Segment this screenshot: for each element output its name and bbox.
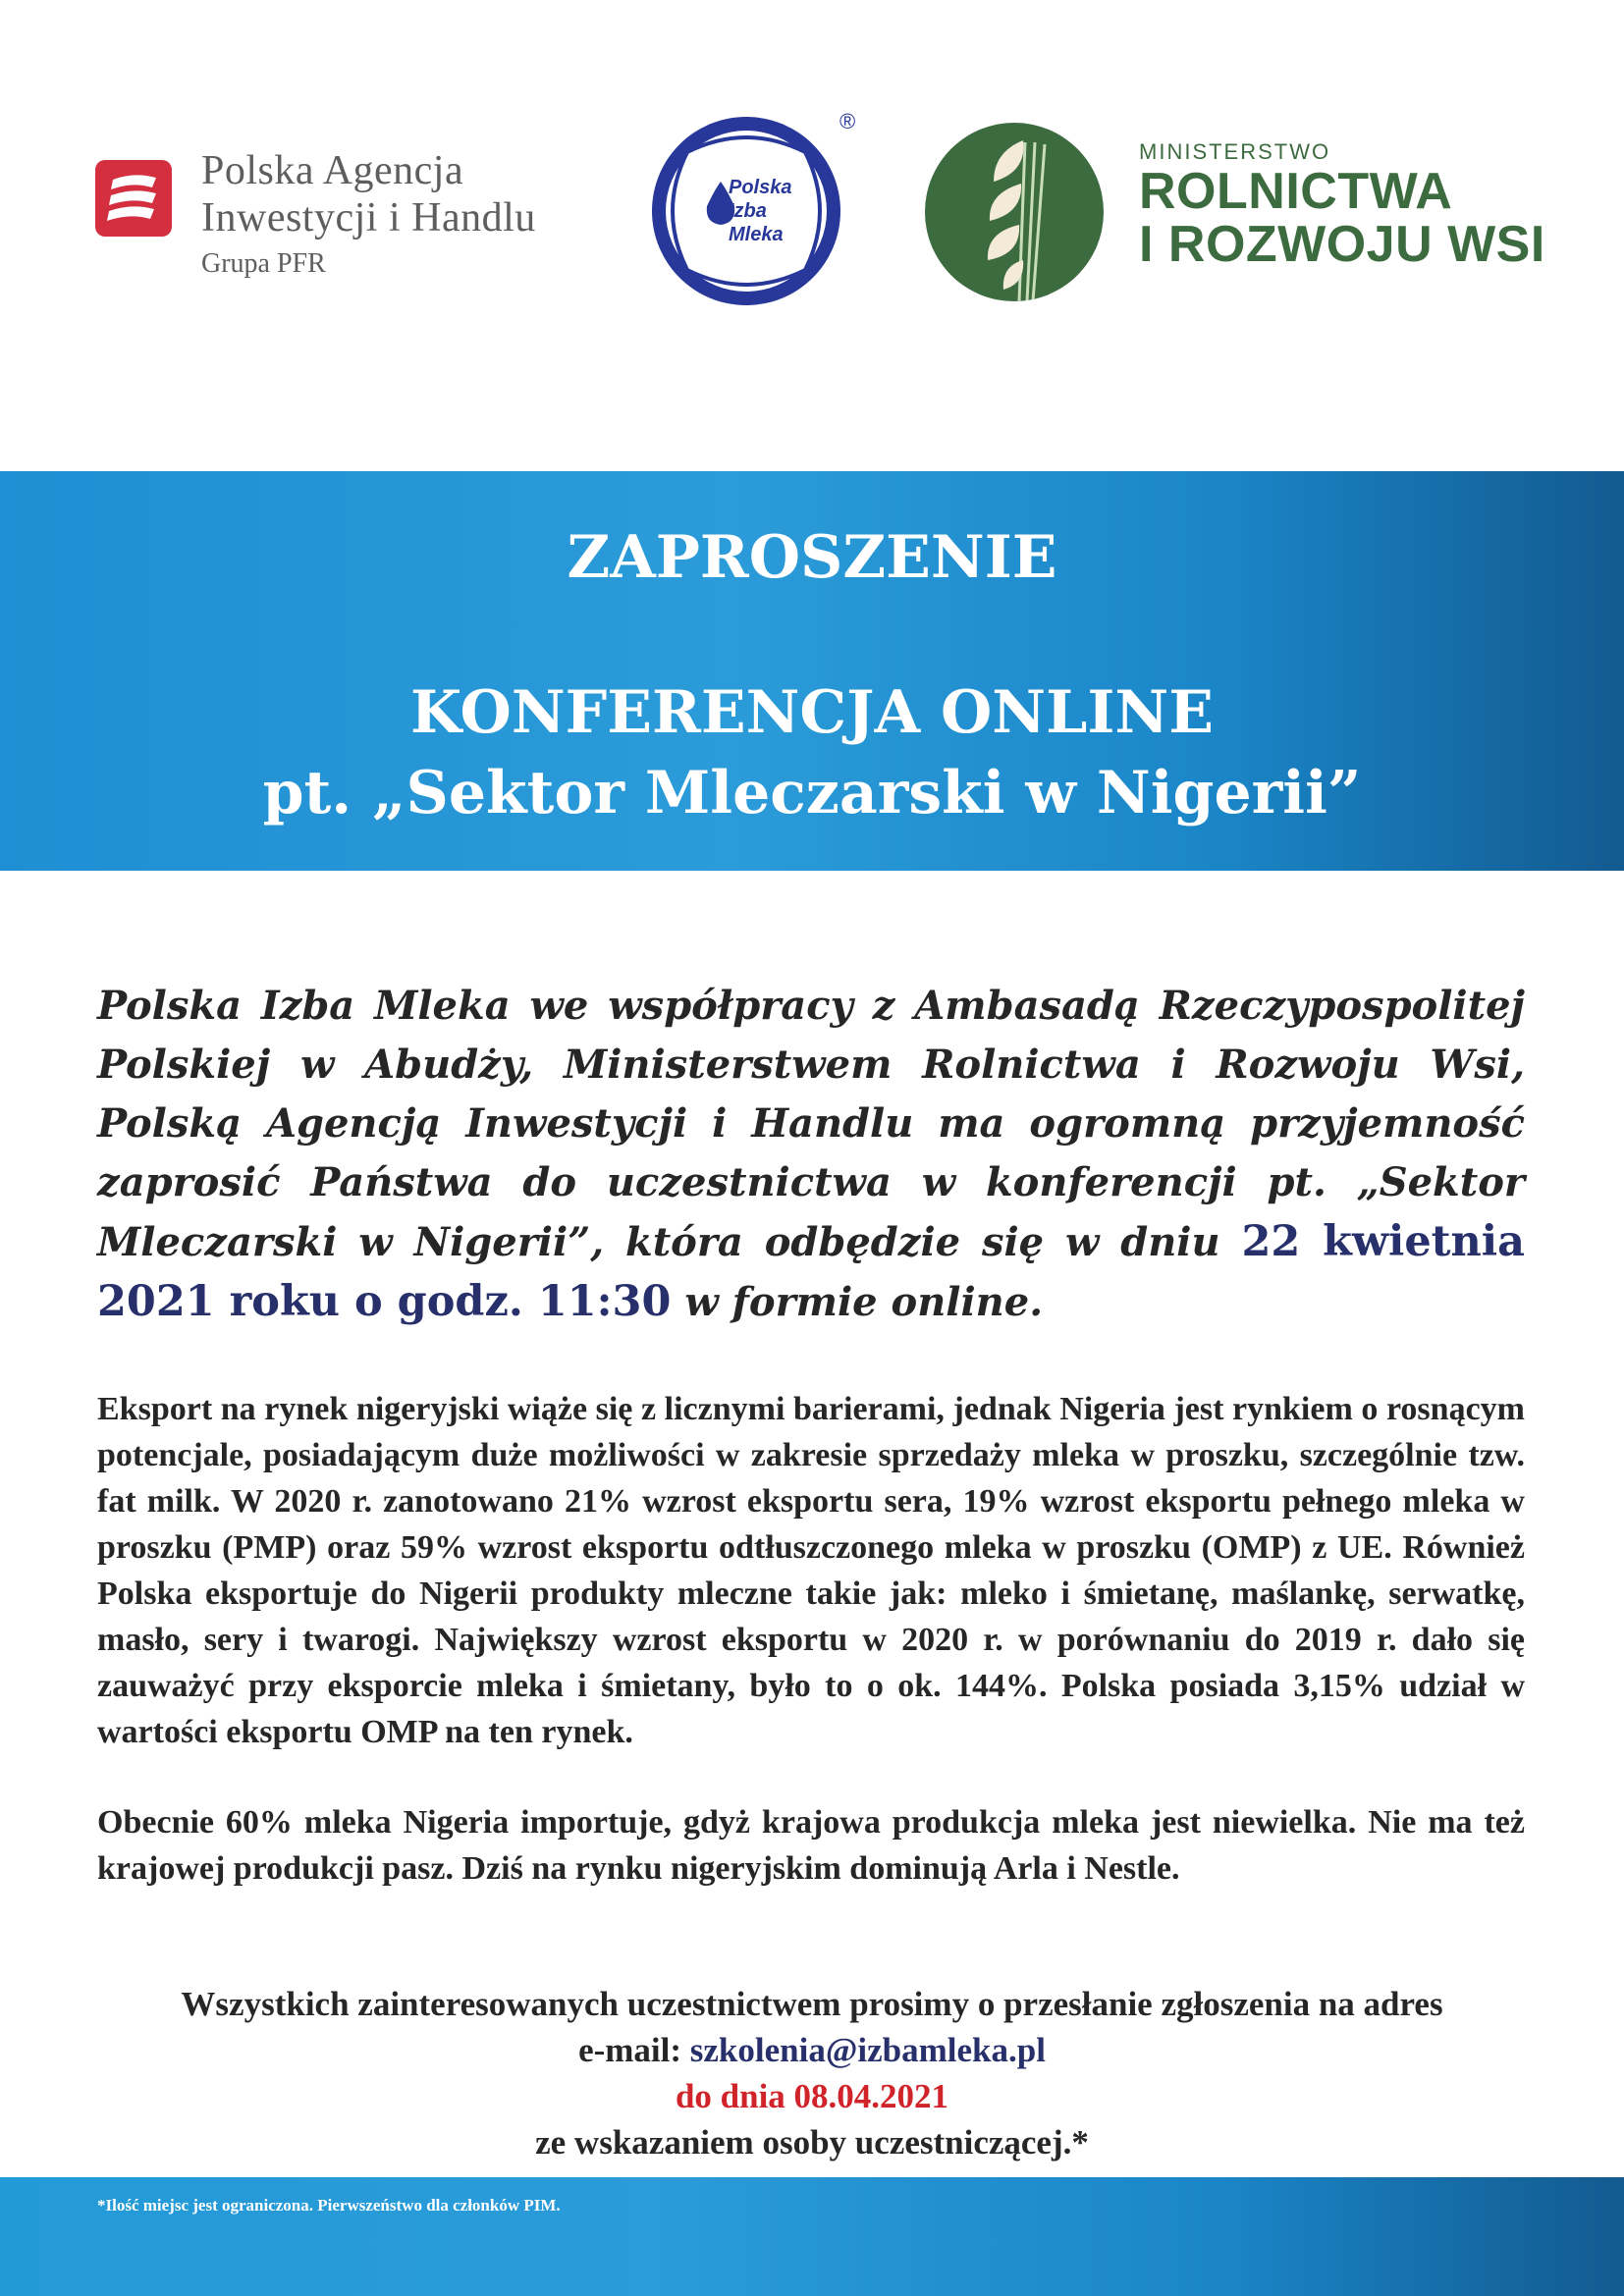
- paih-name-line1: Polska Agencja: [201, 148, 464, 193]
- ministry-wheat-icon: [925, 123, 1104, 301]
- registered-mark: ®: [839, 109, 856, 133]
- conference-subtitle: pt. „Sektor Mleczarski w Nigerii”: [262, 759, 1362, 828]
- import-paragraph: Obecnie 60% mleka Nigeria importuje, gdyż krajowa produkcja mleka jest niewielka. Nie ma też krajowej produkcji pasz. Dziś na rynku nigeryjskim dominują Arla i Nestle.: [97, 1804, 1525, 1887]
- pim-word-1: Polska: [729, 177, 792, 198]
- paih-name-line2: Inwestycji i Handlu: [201, 195, 536, 240]
- intro-text-end: w formie online.: [671, 1279, 1044, 1325]
- pim-word-3: Mleka: [729, 224, 784, 245]
- ministry-name-line1: ROLNICTWA: [1139, 163, 1453, 220]
- pim-word-2: Izba: [729, 200, 767, 222]
- ministry-name-line2: I ROZWOJU WSI: [1139, 216, 1545, 273]
- paih-flag-icon: [95, 160, 172, 237]
- registration-request: Wszystkich zainteresowanych uczestnictwem prosimy o przesłanie zgłoszenia na adres: [181, 1985, 1443, 2023]
- event-date-time: 22 kwietnia 2021 roku o godz. 11:30: [97, 1217, 1525, 1326]
- intro-text: Polska Izba Mleka we współpracy z Ambasadą Rzeczypospolitej Polskiej w Abudży, Ministerstwem Rolnictwa i Rozwoju Wsi, Polską Agencją Inwestycji i Handlu ma ogromną przyjemność zaprosić Państwa do uczestnictwa w konferencji pt. „Sektor Mleczarski w Nigerii”, która odbędzie się w dniu: [97, 983, 1525, 1265]
- pim-wordmark: [729, 176, 791, 246]
- invitation-title: ZAPROSZENIE: [567, 523, 1057, 592]
- participant-note: ze wskazaniem osoby uczestniczącej.*: [535, 2123, 1089, 2162]
- footnote: *Ilość miejsc jest ograniczona. Pierwszeństwo dla członków PIM.: [97, 2196, 561, 2215]
- ministry-wordmark: [1139, 139, 1545, 271]
- email-link[interactable]: szkolenia@izbamleka.pl: [689, 2031, 1046, 2069]
- conference-heading: KONFERENCJA ONLINE: [410, 678, 1214, 747]
- registration-deadline: do dnia 08.04.2021: [675, 2077, 949, 2115]
- paih-logo: [95, 147, 536, 285]
- registration-info: [0, 1981, 1624, 2165]
- intro-paragraph: [97, 977, 1525, 1332]
- paih-group: Grupa PFR: [201, 248, 326, 279]
- ministry-label: MINISTERSTWO: [1139, 139, 1331, 164]
- email-line: [0, 2027, 1624, 2073]
- email-label: e-mail:: [578, 2031, 690, 2069]
- pim-logo: [648, 109, 856, 309]
- paih-wordmark: [201, 147, 536, 285]
- logo-header: [0, 0, 1624, 471]
- footer-bar: [0, 2177, 1624, 2296]
- title-banner: [0, 471, 1624, 871]
- export-paragraph: Eksport na rynek nigeryjski wiąże się z licznymi barierami, jednak Nigeria jest rynkiem o rosnącym potencjale, posiadającym duże możliwości w zakresie sprzedaży mleka w proszku, szczególnie tzw. fat milk. W 2020 r. zanotowano 21% wzrost eksportu sera, 19% wzrost eksportu pełnego mleka w proszku (PMP) oraz 59% wzrost eksportu odtłuszczonego mleka w proszku (OMP) z UE. Również Polska eksportuje do Nigerii produkty mleczne takie jak: mleko i śmietanę, maślankę, serwatkę, masło, sery i twarogi. Największy wzrost eksportu w 2020 r. w porównaniu do 2019 r. dało się zauważyć przy eksporcie mleka i śmietany, było to o ok. 144%. Polska posiada 3,15% udział w wartości eksportu OMP na ten rynek.: [97, 1391, 1525, 1750]
